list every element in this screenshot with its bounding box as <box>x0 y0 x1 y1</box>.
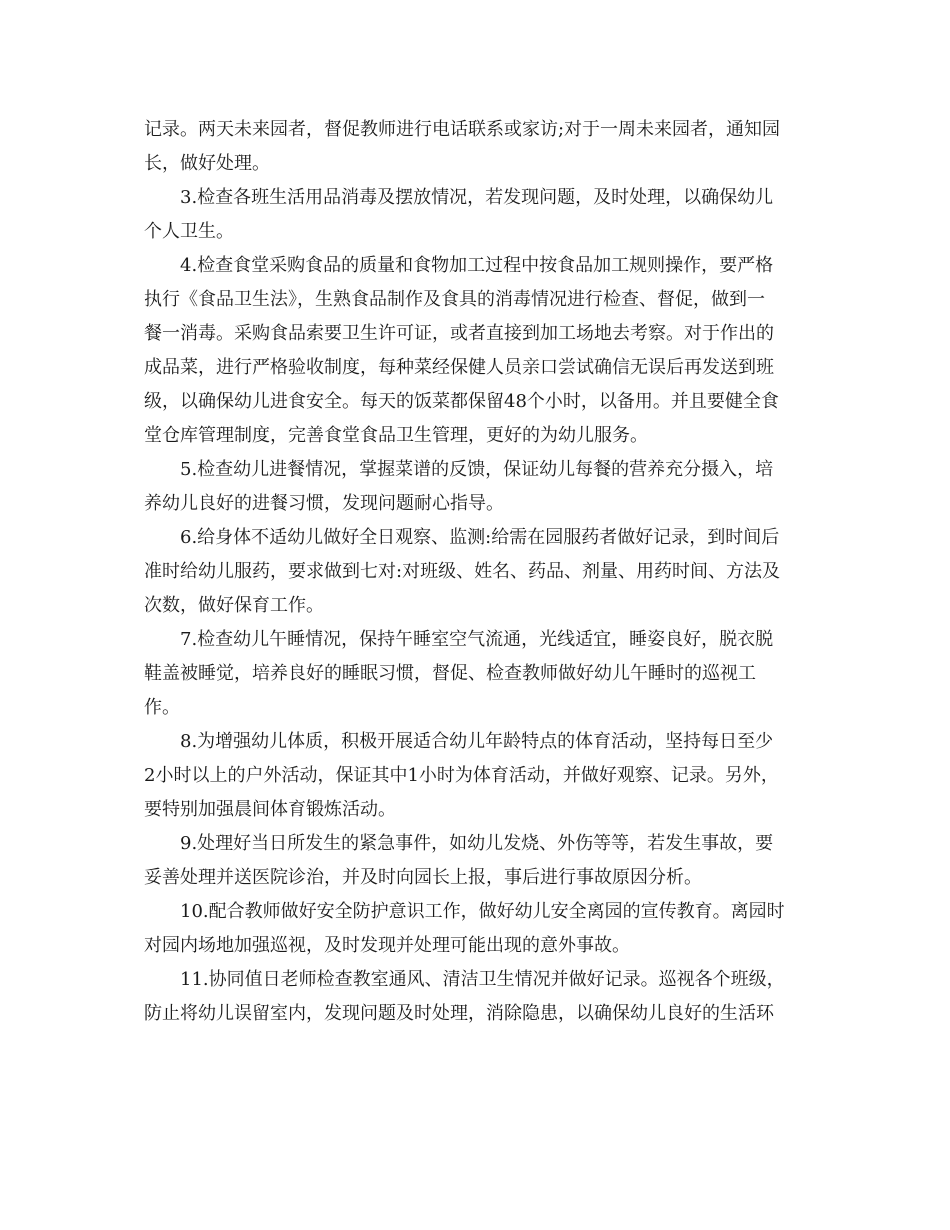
document-body <box>144 113 808 1031</box>
text-line: 作。 <box>144 697 180 718</box>
text-line: 7.检查幼儿午睡情况，保持午睡室空气流通，光线适宜，睡姿良好，脱衣脱 <box>180 629 774 650</box>
text-line: 防止将幼儿误留室内，发现问题及时处理，消除隐患，以确保幼儿良好的生活环 <box>144 1003 774 1024</box>
text-line: 10.配合教师做好安全防护意识工作，做好幼儿安全离园的宣传教育。离园时 <box>180 901 785 922</box>
text-line: 记录。两天未来园者，督促教师进行电话联系或家访;对于一周未来园者，通知园 <box>144 119 781 140</box>
text-line: 3.检查各班生活用品消毒及摆放情况，若发现问题，及时处理，以确保幼儿 <box>180 187 774 208</box>
text-line: 鞋盖被睡觉，培养良好的睡眠习惯，督促、检查教师做好幼儿午睡时的巡视工 <box>144 663 756 684</box>
text-line: 个人卫生。 <box>144 221 234 242</box>
text-line: 成品菜，进行严格验收制度，每种菜经保健人员亲口尝试确信无误后再发送到班 <box>144 357 774 378</box>
text-line: 对园内场地加强巡视，及时发现并处理可能出现的意外事故。 <box>144 935 630 956</box>
text-line: 2小时以上的户外活动，保证其中1小时为体育活动，并做好观察、记录。另外， <box>144 765 779 786</box>
paragraph-continuation <box>144 113 808 181</box>
text-line: 堂仓库管理制度，完善食堂食品卫生管理，更好的为幼儿服务。 <box>144 425 648 446</box>
text-line: 餐一消毒。采购食品索要卫生许可证，或者直接到加工场地去考察。对于作出的 <box>144 323 774 344</box>
text-line: 执行《食品卫生法》，生熟食品制作及食具的消毒情况进行检查、督促，做到一 <box>144 289 765 310</box>
text-line: 8.为增强幼儿体质，积极开展适合幼儿年龄特点的体育活动，坚持每日至少 <box>180 731 774 752</box>
text-line: 级，以确保幼儿进食安全。每天的饭菜都保留48个小时，以备用。并且要健全食 <box>144 391 779 412</box>
text-line: 次数，做好保育工作。 <box>144 595 324 616</box>
paragraph-item-7 <box>144 623 808 725</box>
text-line: 4.检查食堂采购食品的质量和食物加工过程中按食品加工规则操作，要严格 <box>180 255 774 276</box>
text-line: 养幼儿良好的进餐习惯，发现问题耐心指导。 <box>144 493 504 514</box>
paragraph-item-5 <box>144 453 808 521</box>
text-line: 妥善处理并送医院诊治，并及时向园长上报，事后进行事故原因分析。 <box>144 867 702 888</box>
paragraph-item-11 <box>144 963 808 1031</box>
text-line: 5.检查幼儿进餐情况，掌握菜谱的反馈，保证幼儿每餐的营养充分摄入，培 <box>180 459 774 480</box>
paragraph-item-4 <box>144 249 808 453</box>
text-line: 11.协同值日老师检查教室通风、清洁卫生情况并做好记录。巡视各个班级， <box>180 969 785 990</box>
paragraph-item-10 <box>144 895 808 963</box>
text-line: 要特别加强晨间体育锻炼活动。 <box>144 799 396 820</box>
paragraph-item-6 <box>144 521 808 623</box>
paragraph-item-8 <box>144 725 808 827</box>
paragraph-item-9 <box>144 827 808 895</box>
paragraph-item-3 <box>144 181 808 249</box>
text-line: 准时给幼儿服药，要求做到七对:对班级、姓名、药品、剂量、用药时间、方法及 <box>144 561 781 582</box>
text-line: 长，做好处理。 <box>144 153 270 174</box>
text-line: 9.处理好当日所发生的紧急事件，如幼儿发烧、外伤等等，若发生事故，要 <box>180 833 774 854</box>
text-line: 6.给身体不适幼儿做好全日观察、监测:给需在园服药者做好记录，到时间后 <box>180 527 780 548</box>
